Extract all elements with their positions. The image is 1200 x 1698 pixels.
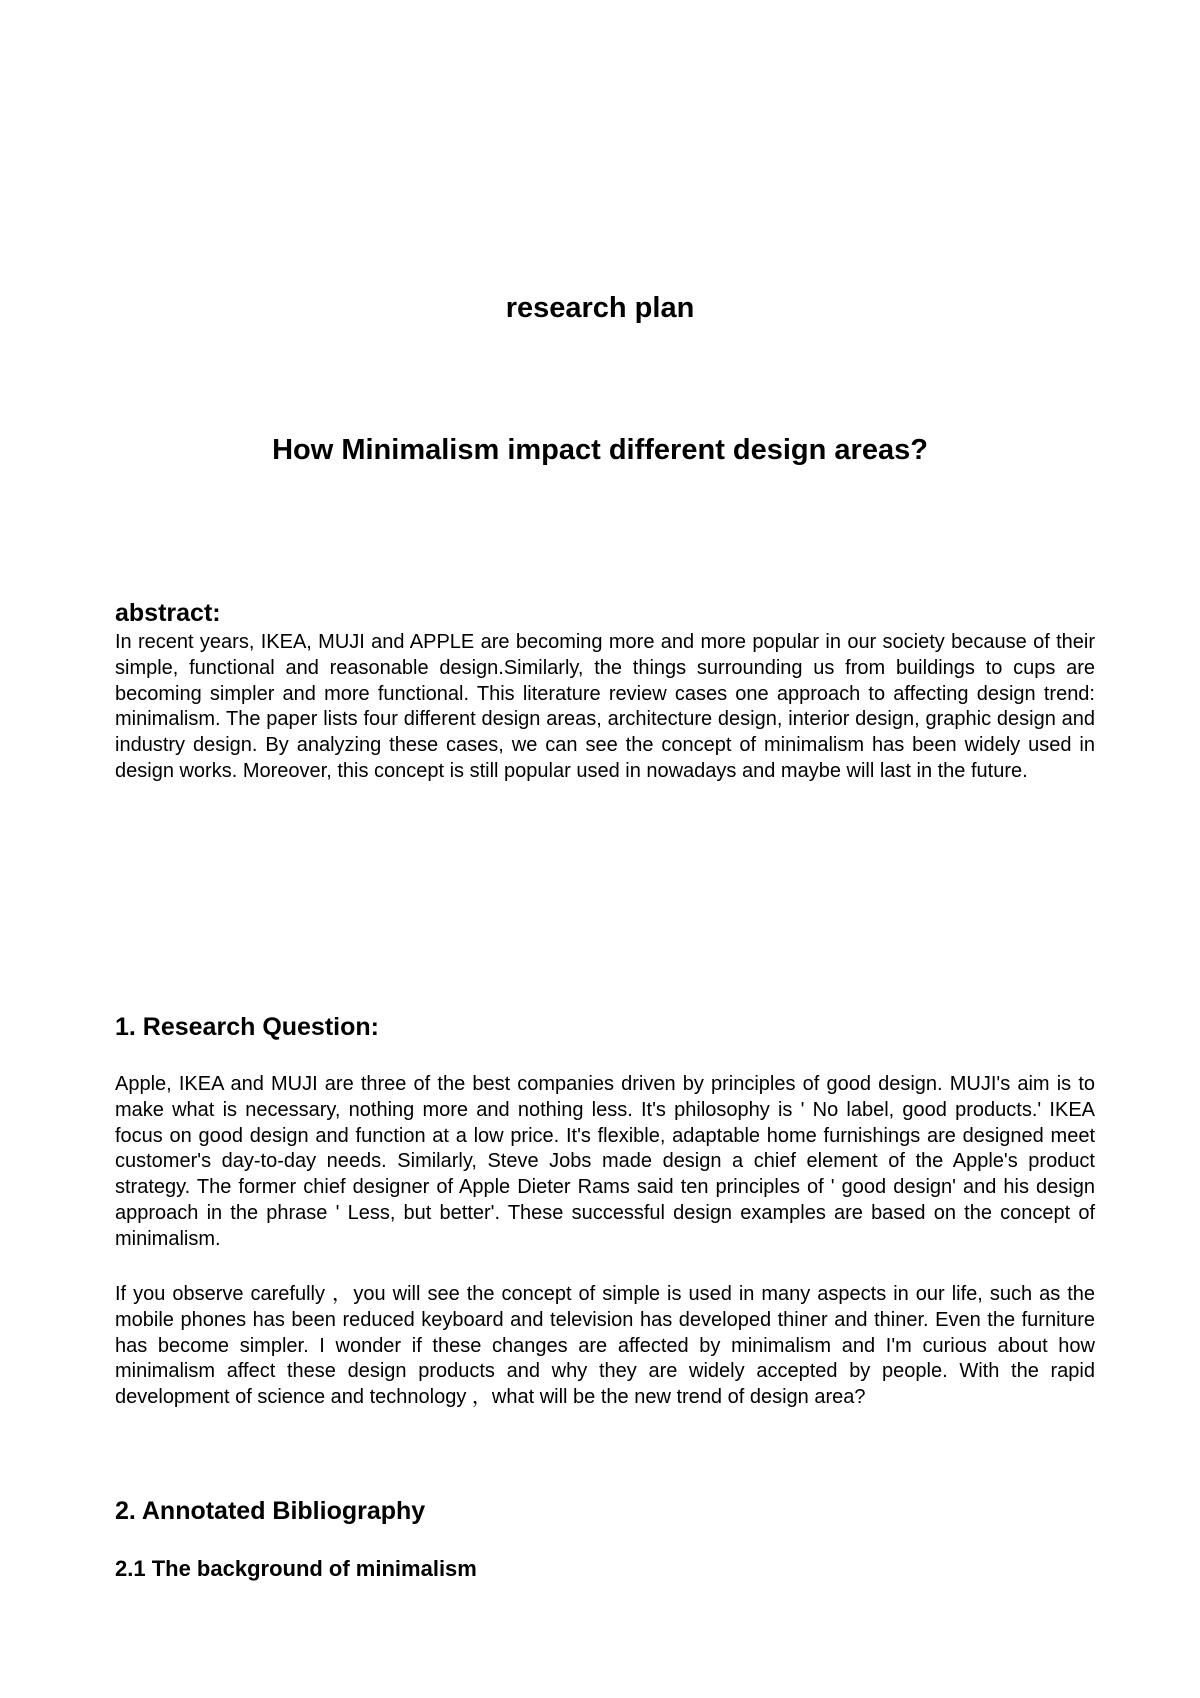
annotated-bibliography-section	[115, 1496, 1095, 1526]
abstract-section	[115, 598, 1095, 785]
annotated-bibliography-heading: 2. Annotated Bibliography	[115, 1497, 426, 1525]
bibliography-subsection	[115, 1555, 1095, 1583]
research-question-section	[115, 1012, 1095, 1042]
document-subtitle: How Minimalism impact different design areas?	[272, 434, 928, 466]
research-question-paragraph-1: Apple, IKEA and MUJI are three of the best companies driven by principles of good design. MUJI's aim is to make what is necessary, nothing more and nothing less. It's philosophy is ' No label, good products.' IKEA focus on good design and function at a low price. It's flexible, adaptable home furnishings are designed meet customer's day-to-day needs. Similarly, Steve Jobs made design a chief element of the Apple's product strategy. The former chief designer of Apple Dieter Rams said ten principles of ' good design' and his design approach in the phrase ' Less, but better'. These successful design examples are based on the concept of minimalism.	[115, 1073, 1095, 1250]
research-question-heading: 1. Research Question:	[115, 1013, 379, 1041]
research-question-paragraph-1-block	[115, 1072, 1095, 1253]
abstract-heading: abstract:	[115, 599, 221, 627]
bibliography-subheading: 2.1 The background of minimalism	[115, 1556, 477, 1581]
research-question-paragraph-2: If you observe carefully ，you will see the concept of simple is used in many aspects in our life, such as the mobile phones has been reduced keyboard and television has developed thiner and thiner. Even the furniture has become simpler. I wonder if these changes are affected by minimalism and I'm curious about how minimalism affect these design products and why they are widely accepted by people. With the rapid development of science and technology ，what will be the new trend of design area?	[115, 1283, 1095, 1409]
abstract-text: In recent years, IKEA, MUJI and APPLE are becoming more and more popular in our society because of their simple, functional and reasonable design.Similarly, the things surrounding us from buildings to cups are becoming simpler and more functional. This literature review cases one approach to affecting design trend: minimalism. The paper lists four different design areas, architecture design, interior design, graphic design and industry design. By analyzing these cases, we can see the concept of minimalism has been widely used in design works. Moreover, this concept is still popular used in nowadays and maybe will last in the future.	[115, 631, 1095, 782]
research-question-paragraph-2-block	[115, 1282, 1095, 1411]
document-title: research plan	[505, 292, 695, 324]
